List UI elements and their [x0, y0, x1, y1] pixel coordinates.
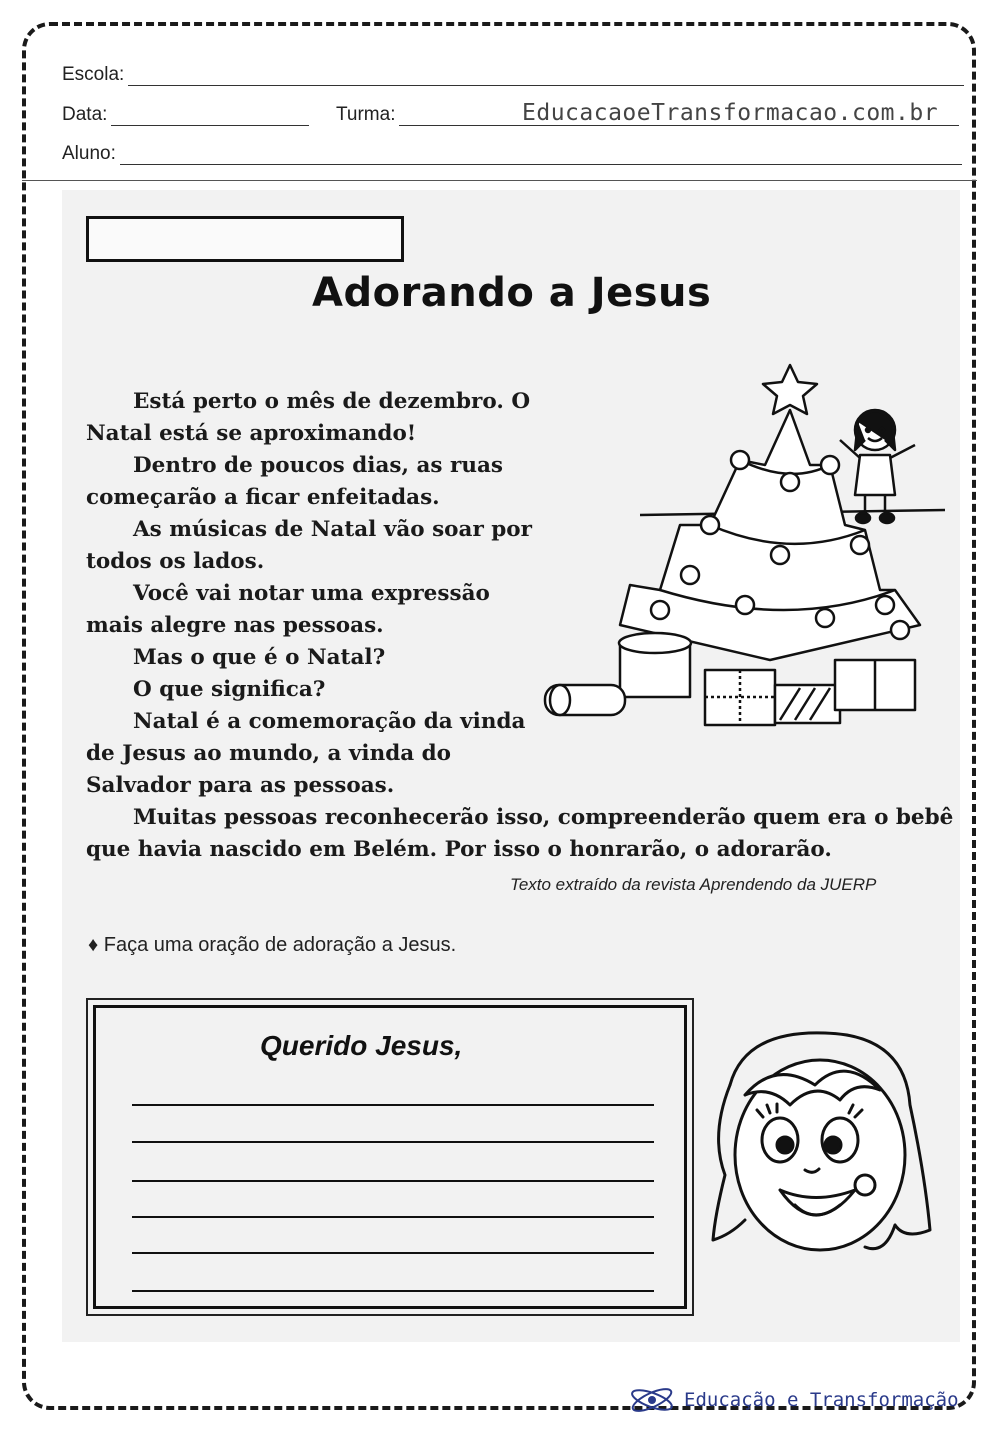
student-field — [62, 143, 962, 165]
student-label: Aluno: — [62, 143, 116, 164]
christmas-tree-icon — [540, 360, 950, 735]
school-label: Escola: — [62, 64, 125, 85]
story-line: Muitas pessoas reconhecerão isso, compreenderão quem era o bebê — [133, 805, 954, 830]
header-separator — [22, 180, 977, 181]
school-field — [62, 64, 964, 86]
story-line: mais alegre nas pessoas. — [86, 613, 384, 638]
name-box[interactable] — [86, 216, 404, 262]
instruction-text: ♦ Faça uma oração de adoração a Jesus. — [88, 934, 457, 956]
worksheet-title: Adorando a Jesus — [312, 270, 712, 316]
story-line: Natal é a comemoração da vinda — [133, 709, 526, 734]
site-watermark: EducacaoeTransformacao.com.br — [522, 100, 939, 126]
footer-brand — [628, 1383, 959, 1417]
class-label: Turma: — [336, 104, 396, 125]
writing-line[interactable] — [132, 1252, 654, 1254]
date-label: Data: — [62, 104, 108, 125]
writing-line[interactable] — [132, 1180, 654, 1182]
story-line: Dentro de poucos dias, as ruas — [133, 453, 503, 478]
date-line[interactable] — [111, 124, 309, 126]
story-line: começarão a ficar enfeitadas. — [86, 485, 440, 510]
atom-logo-icon — [628, 1383, 676, 1417]
story-line: todos os lados. — [86, 549, 265, 574]
story-line: de Jesus ao mundo, a vinda do — [86, 741, 452, 766]
student-line[interactable] — [120, 163, 962, 165]
story-line: As músicas de Natal vão soar por — [133, 517, 532, 542]
date-field — [62, 104, 309, 126]
letter-salutation: Querido Jesus, — [260, 1030, 463, 1061]
writing-line[interactable] — [132, 1216, 654, 1218]
story-line: que havia nascido em Belém. Por isso o honrarão, o adorarão. — [86, 837, 832, 862]
story-line: Salvador para as pessoas. — [86, 773, 395, 798]
story-line: Mas o que é o Natal? — [133, 645, 386, 670]
writing-line[interactable] — [132, 1290, 654, 1292]
story-line: Natal está se aproximando! — [86, 421, 417, 446]
footer-brand-text: Educação e Transformação — [684, 1389, 959, 1411]
story-line: Está perto o mês de dezembro. O — [133, 389, 531, 414]
source-credit: Texto extraído da revista Aprendendo da JUERP — [510, 875, 877, 894]
story-line: Você vai notar uma expressão — [133, 581, 490, 606]
writing-line[interactable] — [132, 1141, 654, 1143]
story-line: O que significa? — [133, 677, 326, 702]
school-line[interactable] — [128, 84, 964, 86]
writing-line[interactable] — [132, 1104, 654, 1106]
girl-face-icon — [705, 1025, 940, 1270]
